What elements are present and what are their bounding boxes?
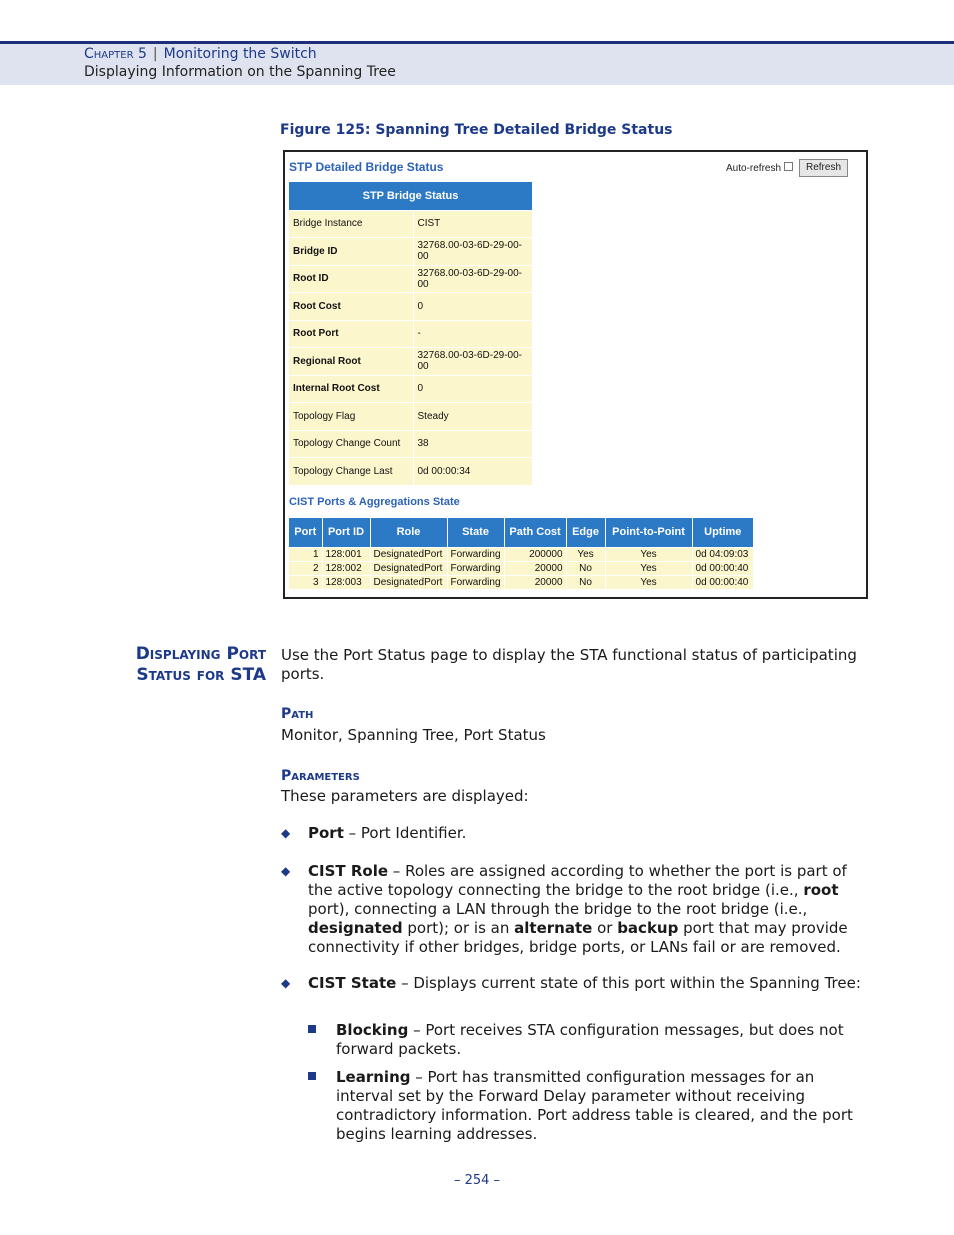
state-term: Learning	[336, 1068, 411, 1086]
cell-point-to-point: Yes	[605, 561, 692, 575]
square-bullet-icon	[308, 1025, 316, 1033]
cell-edge: Yes	[566, 547, 605, 561]
cell-port: 3	[289, 575, 322, 589]
emphasis: backup	[617, 919, 679, 937]
row-value: CIST	[413, 210, 532, 238]
cell-port-id: 128:002	[322, 561, 370, 575]
param-desc: – Displays current state of this port within the Spanning Tree:	[396, 974, 861, 992]
square-bullet-icon	[308, 1072, 316, 1080]
row-label: Bridge ID	[289, 238, 413, 266]
cell-port: 1	[289, 547, 322, 561]
auto-refresh-label: Auto-refresh	[726, 163, 782, 174]
row-label: Topology Flag	[289, 403, 413, 431]
param-desc: port), connecting a LAN through the bridge to the root bridge (i.e.,	[308, 900, 808, 918]
parameters-intro: These parameters are displayed:	[281, 787, 529, 805]
row-value: 32768.00-03-6D-29-00-00	[413, 265, 532, 293]
cell-state: Forwarding	[447, 547, 504, 561]
cell-port-id: 128:001	[322, 547, 370, 561]
cell-role: DesignatedPort	[370, 547, 447, 561]
page-number: – 254 –	[453, 1173, 501, 1188]
ports-section-title: CIST Ports & Aggregations State	[289, 496, 460, 508]
cell-uptime: 0d 04:09:03	[692, 547, 753, 561]
path-heading: Path	[281, 706, 314, 722]
diamond-bullet-icon: ◆	[281, 976, 291, 990]
col-point-to-point: Point-to-Point	[605, 518, 692, 547]
section-intro: Use the Port Status page to display the STA functional status of participating ports.	[281, 646, 857, 683]
row-label: Root Cost	[289, 293, 413, 321]
table-row	[289, 210, 532, 238]
row-label: Bridge Instance	[289, 210, 413, 238]
chapter-title: Monitoring the Switch	[163, 46, 317, 62]
refresh-button[interactable]: Refresh	[799, 159, 848, 177]
col-state: State	[447, 518, 504, 547]
state-blocking	[336, 1021, 870, 1059]
table-row	[289, 547, 753, 561]
path-text: Monitor, Spanning Tree, Port Status	[281, 726, 546, 744]
cell-path-cost: 20000	[504, 561, 566, 575]
row-label: Topology Change Count	[289, 430, 413, 458]
cell-path-cost: 200000	[504, 547, 566, 561]
param-term: Port	[308, 824, 344, 842]
table-row	[289, 561, 753, 575]
row-value: 0d 00:00:34	[413, 458, 532, 486]
row-label: Root Port	[289, 320, 413, 348]
parameters-heading: Parameters	[281, 768, 360, 784]
state-desc: – Port receives STA configuration messages, but does not forward packets.	[336, 1021, 844, 1058]
row-value: 0	[413, 293, 532, 321]
table-row	[289, 403, 532, 431]
cell-point-to-point: Yes	[605, 575, 692, 589]
table-row	[289, 458, 532, 486]
param-desc: port); or is an	[402, 919, 515, 937]
screenshot-title: STP Detailed Bridge Status	[289, 160, 444, 174]
table-row	[289, 575, 753, 589]
row-value: -	[413, 320, 532, 348]
diamond-bullet-icon: ◆	[281, 826, 291, 840]
row-value: Steady	[413, 403, 532, 431]
cell-uptime: 0d 00:00:40	[692, 561, 753, 575]
row-label: Internal Root Cost	[289, 375, 413, 403]
col-port-id: Port ID	[322, 518, 370, 547]
bridge-table-header: STP Bridge Status	[289, 182, 532, 210]
state-term: Blocking	[336, 1021, 409, 1039]
param-desc: – Port Identifier.	[343, 824, 467, 842]
param-desc: – Roles are assigned according to whether the port is part of the active topology connecting the bridge to the root bridge (i.e.,	[308, 862, 847, 899]
table-row	[289, 348, 532, 376]
header-separator: |	[152, 46, 158, 62]
figure-screenshot	[283, 150, 868, 599]
cell-uptime: 0d 00:00:40	[692, 575, 753, 589]
state-learning	[336, 1068, 870, 1144]
row-label: Topology Change Last	[289, 458, 413, 486]
param-desc: port that may provide connectivity if other bridges, bridge ports, or LANs fail or are removed.	[308, 919, 848, 956]
row-label: Regional Root	[289, 348, 413, 376]
col-edge: Edge	[566, 518, 605, 547]
emphasis: designated	[308, 919, 403, 937]
table-row	[289, 265, 532, 293]
col-path-cost: Path Cost	[504, 518, 566, 547]
cell-edge: No	[566, 561, 605, 575]
row-value: 38	[413, 430, 532, 458]
cell-edge: No	[566, 575, 605, 589]
ports-table	[289, 518, 753, 589]
cell-state: Forwarding	[447, 575, 504, 589]
row-value: 32768.00-03-6D-29-00-00	[413, 348, 532, 376]
param-cist-role	[308, 862, 870, 957]
cell-role: DesignatedPort	[370, 575, 447, 589]
cell-role: DesignatedPort	[370, 561, 447, 575]
table-row	[289, 238, 532, 266]
param-term: CIST State	[308, 974, 397, 992]
param-cist-state	[308, 974, 870, 993]
param-desc: or	[592, 919, 618, 937]
state-desc: – Port has transmitted configuration messages for an interval set by the Forward Delay parameter without receiving contradictory information. Port address table is cleared, and the port begins learning addresses.	[336, 1068, 853, 1143]
col-port: Port	[289, 518, 322, 547]
emphasis: alternate	[514, 919, 593, 937]
table-row	[289, 293, 532, 321]
row-value: 0	[413, 375, 532, 403]
table-row	[289, 320, 532, 348]
cell-port: 2	[289, 561, 322, 575]
diamond-bullet-icon: ◆	[281, 864, 291, 878]
bridge-status-table	[289, 182, 532, 485]
section-heading-line1: Displaying Port	[135, 644, 266, 664]
cell-path-cost: 20000	[504, 575, 566, 589]
cell-port-id: 128:003	[322, 575, 370, 589]
table-row	[289, 430, 532, 458]
col-role: Role	[370, 518, 447, 547]
cell-state: Forwarding	[447, 561, 504, 575]
row-value: 32768.00-03-6D-29-00-00	[413, 238, 532, 266]
col-uptime: Uptime	[692, 518, 753, 547]
cell-point-to-point: Yes	[605, 547, 692, 561]
param-port	[308, 824, 870, 843]
emphasis: root	[803, 881, 839, 899]
chapter-label: Chapter 5	[84, 46, 147, 62]
auto-refresh-checkbox[interactable]	[784, 162, 793, 171]
running-header-chapter	[84, 46, 317, 62]
param-term: CIST Role	[308, 862, 389, 880]
row-label: Root ID	[289, 265, 413, 293]
section-heading-line2: Status for STA	[136, 665, 266, 685]
table-row	[289, 375, 532, 403]
figure-caption: Figure 125: Spanning Tree Detailed Bridge Status	[280, 122, 673, 138]
running-header-section: Displaying Information on the Spanning Tree	[84, 64, 396, 80]
